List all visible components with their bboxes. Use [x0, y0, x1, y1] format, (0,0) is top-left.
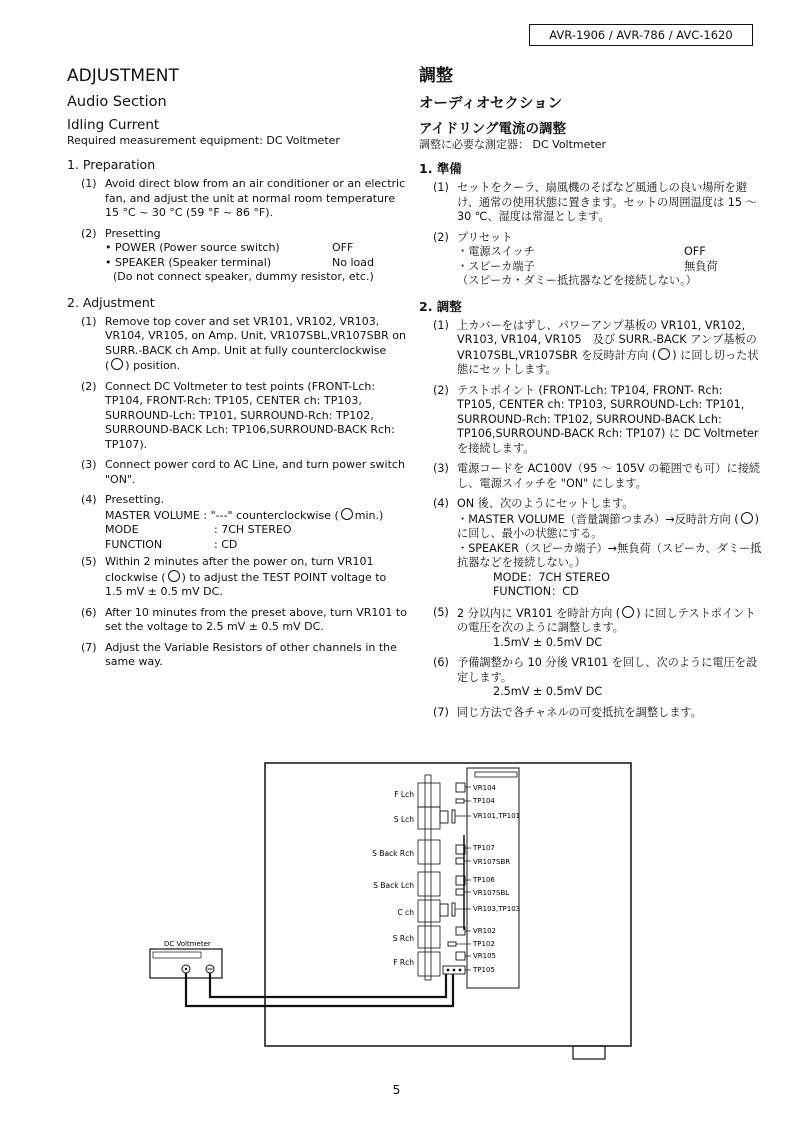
item-text-b: ) に回しテストポイントの電圧を次のように調整します。 — [457, 606, 756, 634]
master-volume-value: min.) — [354, 508, 384, 522]
voltmeter-display — [153, 952, 201, 958]
en-section-title: Audio Section — [67, 94, 167, 110]
block-s-lch — [418, 807, 440, 829]
point-label: TP106 — [473, 876, 495, 884]
voltage-value: 1.5mV ± 0.5mV DC — [493, 635, 603, 649]
point-label: VR101,TP101 — [473, 812, 521, 820]
test-lead-negative — [210, 973, 446, 997]
item-number: (1) — [433, 181, 449, 194]
setting-key: FUNCTION — [105, 537, 163, 551]
jp-section-title: オーディオセクション — [419, 96, 563, 112]
channel-label: F Rch — [393, 958, 414, 967]
point-label: VR107SBL — [473, 889, 510, 897]
preset-value: OFF — [332, 241, 354, 254]
block-c-ch — [418, 900, 440, 922]
channel-label: S Lch — [393, 815, 414, 824]
point-label: TP105 — [473, 966, 495, 974]
item-number: (6) — [81, 605, 97, 619]
item-number: (2) — [81, 379, 97, 393]
unit-foot — [573, 1046, 605, 1059]
item-text: 電源コードを AC100V（95 ～ 105V の範囲でも可）に接続し、電源スイッチを "ON" にします。 — [457, 462, 761, 490]
item-text-b: ) に回し切った状態にセットします。 — [457, 348, 759, 376]
item-text: セットをクーラ、扇風機のそばなど風通しの良い場所を避け、通常の使用状態に置きます。セットの周囲温度は 15 ～ 30 ℃、湿度は常湿とします。 — [457, 181, 757, 223]
vr107sbl-part — [456, 889, 464, 895]
item-number: (2) — [433, 230, 449, 244]
item-text: テストポイント (FRONT-Lch: TP104, FRONT- Rch: TP105, CENTER ch: TP103, SURROUND-Lch: TP101, SURROUND-Rch: TP102, SURROUND-BACK Lch: TP106,SURROUND-BACK Rch: TP107) に DC Voltmeter を接続します。 — [457, 383, 759, 455]
point-label: TP104 — [473, 797, 495, 805]
master-volume-setting: MASTER VOLUME : "---" counterclockwise ( — [105, 508, 339, 522]
item-number: (7) — [433, 705, 449, 719]
item-text: Avoid direct blow from an air conditioner or an electric fan, and adjust the unit at normal room temperature 15 °C ~ 30 °C (59 °F ~ 86 °F). — [105, 177, 406, 219]
en-adjustment-heading: 2. Adjustment — [67, 294, 155, 310]
point-label: TP107 — [473, 844, 495, 852]
preset-key: ・スピーカ端子 — [457, 259, 535, 273]
preset-note: （スピーカ・ダミー抵抗器などを接続しない。） — [457, 274, 697, 287]
voltage-value: 2.5mV ± 0.5mV DC — [493, 685, 603, 698]
item-number: (4) — [81, 493, 97, 506]
preset-key: • SPEAKER (Speaker terminal) — [105, 255, 272, 269]
setting-value: : 7CH STEREO — [214, 523, 292, 536]
block-f-lch — [418, 783, 440, 807]
terminal-dots — [447, 969, 462, 972]
item-text: After 10 minutes from the preset above, turn VR101 to set the voltage to 2.5 mV ± 0.5 mV DC. — [105, 605, 407, 633]
channel-label: S Rch — [392, 934, 414, 943]
point-label: VR104 — [473, 784, 497, 792]
vr104-part — [456, 783, 465, 792]
terminal-dot — [447, 969, 450, 972]
terminal-dot — [459, 969, 462, 972]
preset-value: No load — [332, 255, 374, 269]
en-title: ADJUSTMENT — [67, 66, 179, 86]
master-volume-text-b: ) に回し、最小の状態にする。 — [457, 512, 759, 540]
point-label: VR103,TP103 — [473, 905, 521, 913]
mode-setting: MODE：7CH STEREO — [493, 570, 610, 584]
item-number: (7) — [81, 640, 97, 654]
tp102-part — [448, 942, 456, 946]
item-number: (5) — [433, 605, 449, 619]
bus-bar — [425, 775, 431, 980]
item-text-b: ) to adjust the TEST POINT voltage to 1.5 mV ± 0.5 mV DC. — [105, 570, 387, 598]
en-preparation-heading: 1. Preparation — [67, 157, 156, 172]
item-text: Adjust the Variable Resistors of other channels in the same way. — [105, 640, 397, 668]
board-connector — [475, 772, 517, 777]
jp-equipment: 調整に必要な測定器： DC Voltmeter — [419, 138, 606, 151]
preset-key: ・電源スイッチ — [457, 245, 535, 258]
item-number: (2) — [433, 383, 449, 397]
item-text-tail-a: ( — [105, 359, 110, 372]
page-number: 5 — [392, 1082, 401, 1097]
item-title: Presetting — [105, 226, 161, 240]
item-text: 同じ方法で各チャネルの可変抵抗を調整します。 — [457, 705, 702, 719]
block-s-back-lch — [418, 872, 440, 896]
vr105-part — [456, 952, 465, 960]
item-title: プリセット — [457, 230, 513, 244]
item-number: (2) — [81, 226, 97, 240]
setting-key: MODE — [105, 523, 139, 536]
item-number: (3) — [433, 462, 449, 475]
block-f-rch — [418, 952, 440, 976]
jp-preparation-heading: 1. 準備 — [419, 161, 462, 176]
vr101-part — [440, 811, 448, 823]
jp-subsection-title: アイドリング電流の調整 — [419, 121, 567, 137]
item-text-tail-b: ) position. — [125, 359, 181, 372]
setting-value: : CD — [214, 537, 238, 551]
item-number: (6) — [433, 656, 449, 669]
en-equipment: Required measurement equipment: DC Voltmeter — [67, 134, 340, 147]
item-text: Remove top cover and set VR101, VR102, VR103, VR104, VR105, on Amp. Unit, VR107SBL,VR107SBR on SURR.-BACK ch Amp. Unit at fully counterclockwise — [105, 314, 406, 357]
en-subsection-title: Idling Current — [67, 117, 160, 133]
block-s-back-rch — [418, 840, 440, 864]
point-label: TP102 — [473, 940, 495, 948]
channel-labels — [372, 790, 414, 967]
leader-lines — [455, 787, 471, 970]
item-title: Presetting. — [105, 493, 165, 506]
point-labels — [472, 784, 520, 974]
channel-label: S Back Rch — [372, 849, 414, 858]
item-number: (3) — [81, 458, 97, 471]
channel-label: C ch — [397, 908, 414, 917]
item-number: (1) — [433, 318, 449, 332]
channel-blocks — [418, 783, 440, 976]
preset-note: (Do not connect speaker, dummy resistor, etc.) — [113, 270, 374, 283]
item-number: (5) — [81, 555, 97, 568]
vr103-part — [440, 904, 448, 916]
jp-title: 調整 — [419, 66, 453, 86]
terminal-dot — [453, 969, 456, 972]
item-number: (4) — [433, 497, 449, 510]
item-text: 予備調整から 10 分後 VR101 を回し、次のように電圧を設定します。 — [457, 656, 758, 684]
components — [440, 783, 465, 974]
tp101-part — [452, 810, 455, 823]
item-title: ON 後、次のようにセットします。 — [457, 497, 634, 510]
item-text-a: Within 2 minutes after the power on, turn VR101 clockwise ( — [105, 555, 374, 584]
tp103-part — [452, 903, 455, 916]
item-text-a: 2 分以内に VR101 を時計方向 ( — [457, 606, 621, 620]
point-label: VR105 — [473, 952, 497, 960]
item-text: Connect DC Voltmeter to test points (FRONT-Lch: TP104, FRONT-Rch: TP105, CENTER ch: TP103, SURROUND-Lch: TP101, SURROUND-Rch: TP102, SURROUND-BACK Lch: TP106,SURROUND-BACK Rch: TP107). — [105, 379, 395, 451]
model-numbers: AVR-1906 / AVR-786 / AVC-1620 — [549, 28, 733, 42]
channel-label: F Lch — [394, 790, 414, 799]
test-lead-positive — [186, 973, 453, 1006]
tp104-part — [456, 799, 464, 803]
item-text-a: 上カバーをはずし、パワーアンプ基板の VR101, VR102, VR103, VR104, VR105 及び SURR.-BACK アンプ基板の VR107SBL,VR107SBR を反時計方向 ( — [457, 318, 757, 362]
item-number: (1) — [81, 177, 97, 190]
item-number: (1) — [81, 314, 97, 328]
vr107sbr-part — [456, 858, 464, 864]
voltmeter-label: DC Voltmeter — [164, 940, 211, 948]
item-text: Connect power cord to AC Line, and turn power switch "ON". — [105, 458, 405, 486]
block-s-rch — [418, 926, 440, 948]
jp-adjustment-heading: 2. 調整 — [419, 298, 462, 314]
preset-value: OFF — [684, 245, 706, 258]
point-label: VR102 — [473, 927, 497, 935]
channel-label: S Back Lch — [373, 881, 414, 890]
speaker-setting: ・SPEAKER（スピーカ端子）→無負荷（スピーカ、ダミー抵抗器などを接続しない。） — [457, 541, 762, 569]
master-volume-text-a: ・MASTER VOLUME（音量調節つまみ）→反時計方向 ( — [457, 512, 739, 526]
plus-terminal-center — [185, 968, 187, 970]
preset-key: • POWER (Power source switch) — [105, 241, 280, 254]
point-label: VR107SBR — [473, 858, 511, 866]
function-setting: FUNCTION：CD — [493, 585, 579, 598]
preset-value: 無負荷 — [684, 259, 718, 273]
